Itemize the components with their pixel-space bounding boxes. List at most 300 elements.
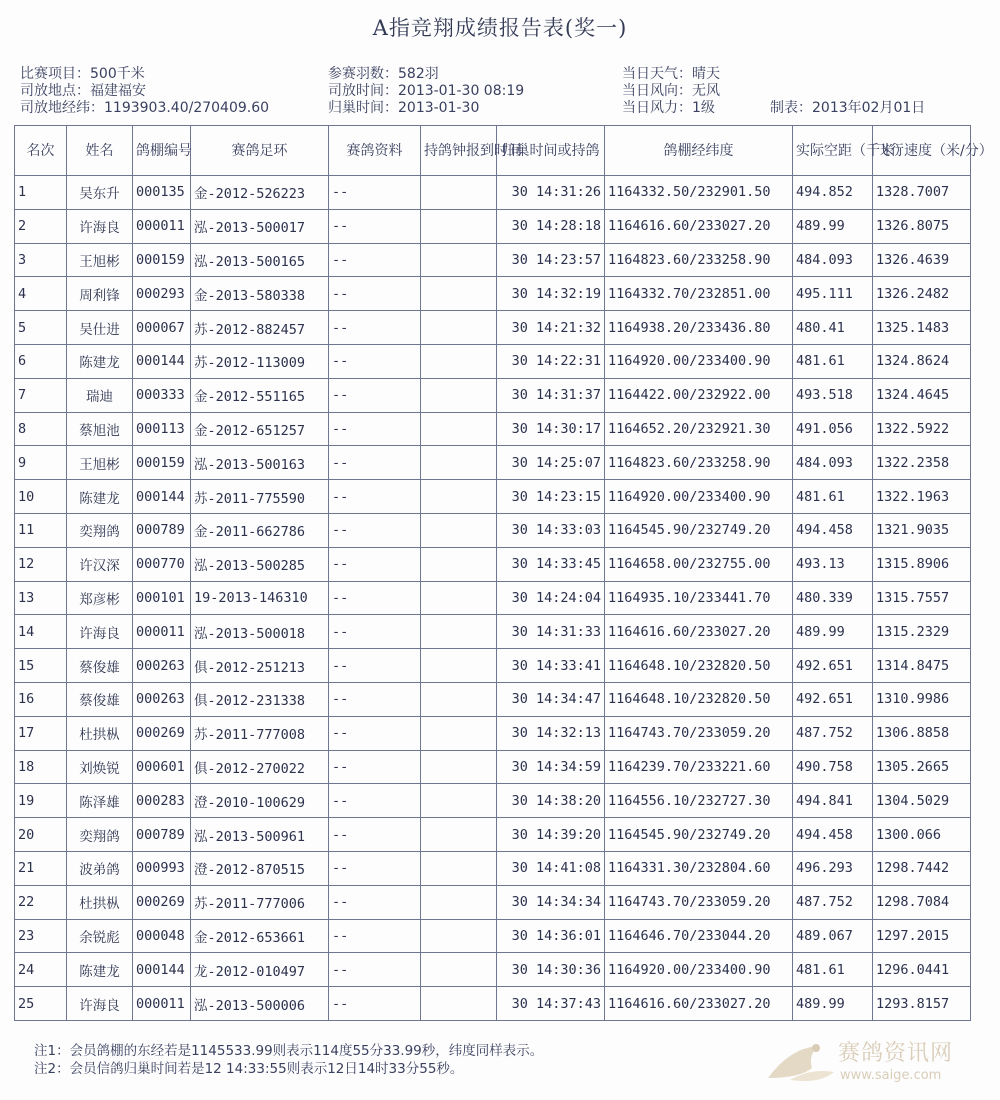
cell-speed: 1324.4645 [873,378,971,412]
cell-distance: 489.99 [793,615,873,649]
cell-name: 吴东升 [67,176,133,210]
table-row [15,344,971,378]
cell-speed: 1326.2482 [873,277,971,311]
cell-clock-time [421,480,497,514]
cell-coordinates: 1164823.60/233258.90 [605,243,793,277]
report-title: A指竞翔成绩报告表(奖一) [372,16,628,40]
cell-distance: 490.758 [793,750,873,784]
cell-name: 蔡俊雄 [67,649,133,683]
cell-speed: 1298.7442 [873,851,971,885]
cell-return-time: 30 14:21:32 [497,311,605,345]
cell-loft-id: 000159 [133,243,191,277]
cell-clock-time [421,649,497,683]
cell-ring: 金-2012-651257 [191,412,329,446]
cell-loft-id: 000101 [133,581,191,615]
note-1: 注1：会员鸽棚的东经若是1145533.99则表示114度55分33.99秒，纬度同样表示。 [34,1043,544,1059]
header-col-3 [622,66,720,117]
cell-return-time: 30 14:37:43 [497,987,605,1021]
cell-distance: 481.61 [793,480,873,514]
cell-loft-id: 000263 [133,682,191,716]
cell-speed: 1315.7557 [873,581,971,615]
cell-speed: 1305.2665 [873,750,971,784]
cell-coordinates: 1164920.00/233400.90 [605,480,793,514]
cell-info: -- [329,480,421,514]
cell-speed: 1315.8906 [873,547,971,581]
cell-return-time: 30 14:34:59 [497,750,605,784]
table-row [15,311,971,345]
cell-speed: 1315.2329 [873,615,971,649]
cell-clock-time [421,716,497,750]
cell-ring: 金-2012-526223 [191,176,329,210]
cell-info: -- [329,344,421,378]
cell-rank: 7 [15,378,67,412]
cell-speed: 1322.5922 [873,412,971,446]
cell-clock-time [421,682,497,716]
cell-distance: 489.99 [793,987,873,1021]
cell-ring: 苏-2012-113009 [191,344,329,378]
cell-distance: 484.093 [793,243,873,277]
cell-ring: 泓-2013-500006 [191,987,329,1021]
cell-coordinates: 1164616.60/233027.20 [605,987,793,1021]
table-row [15,750,971,784]
cell-rank: 6 [15,344,67,378]
cell-distance: 491.056 [793,412,873,446]
cell-loft-id: 000789 [133,513,191,547]
col-header-loft-id: 鸽棚编号 [133,126,191,176]
table-row [15,446,971,480]
cell-ring: 俱-2012-251213 [191,649,329,683]
cell-name: 吴仕进 [67,311,133,345]
cell-ring: 泓-2013-500163 [191,446,329,480]
cell-return-time: 30 14:33:45 [497,547,605,581]
cell-loft-id: 000993 [133,851,191,885]
cell-rank: 25 [15,987,67,1021]
cell-speed: 1328.7007 [873,176,971,210]
cell-clock-time [421,547,497,581]
cell-rank: 17 [15,716,67,750]
cell-speed: 1306.8858 [873,716,971,750]
table-row [15,581,971,615]
weather: 当日天气：晴天 [622,66,720,82]
cell-clock-time [421,243,497,277]
cell-distance: 480.339 [793,581,873,615]
col-header-speed: 飞行速度（米/分） [873,126,971,176]
cell-distance: 481.61 [793,344,873,378]
cell-ring: 俱-2012-270022 [191,750,329,784]
cell-coordinates: 1164920.00/233400.90 [605,344,793,378]
cell-rank: 11 [15,513,67,547]
cell-distance: 487.752 [793,885,873,919]
cell-return-time: 30 14:28:18 [497,209,605,243]
cell-clock-time [421,176,497,210]
cell-name: 许汉深 [67,547,133,581]
cell-rank: 24 [15,953,67,987]
cell-loft-id: 000159 [133,446,191,480]
cell-coordinates: 1164658.00/232755.00 [605,547,793,581]
cell-rank: 4 [15,277,67,311]
cell-distance: 494.458 [793,818,873,852]
cell-ring: 澄-2010-100629 [191,784,329,818]
table-header-row [15,126,971,176]
cell-coordinates: 1164616.60/233027.20 [605,209,793,243]
cell-rank: 10 [15,480,67,514]
cell-coordinates: 1164556.10/232727.30 [605,784,793,818]
cell-info: -- [329,987,421,1021]
cell-clock-time [421,209,497,243]
cell-rank: 16 [15,682,67,716]
table-row [15,378,971,412]
cell-info: -- [329,682,421,716]
cell-distance: 494.852 [793,176,873,210]
cell-name: 陈建龙 [67,480,133,514]
cell-ring: 金-2012-551165 [191,378,329,412]
table-row [15,243,971,277]
cell-speed: 1321.9035 [873,513,971,547]
table-row [15,953,971,987]
cell-speed: 1322.2358 [873,446,971,480]
cell-rank: 18 [15,750,67,784]
cell-speed: 1304.5029 [873,784,971,818]
cell-info: -- [329,919,421,953]
notes [34,1042,543,1078]
cell-loft-id: 000789 [133,818,191,852]
cell-return-time: 30 14:34:34 [497,885,605,919]
cell-speed: 1314.8475 [873,649,971,683]
col-header-rank: 名次 [15,126,67,176]
cell-return-time: 30 14:34:47 [497,682,605,716]
cell-rank: 22 [15,885,67,919]
cell-name: 陈建龙 [67,344,133,378]
cell-distance: 489.99 [793,209,873,243]
cell-rank: 8 [15,412,67,446]
cell-loft-id: 000283 [133,784,191,818]
cell-name: 蔡俊雄 [67,682,133,716]
cell-return-time: 30 14:33:41 [497,649,605,683]
cell-info: -- [329,784,421,818]
cell-clock-time [421,513,497,547]
cell-return-time: 30 14:31:33 [497,615,605,649]
cell-speed: 1325.1483 [873,311,971,345]
cell-name: 奕翔鸽 [67,818,133,852]
cell-clock-time [421,987,497,1021]
cell-loft-id: 000293 [133,277,191,311]
cell-return-time: 30 14:31:37 [497,378,605,412]
cell-speed: 1298.7084 [873,885,971,919]
cell-name: 波弟鸽 [67,851,133,885]
cell-loft-id: 000144 [133,480,191,514]
cell-coordinates: 1164332.70/232851.00 [605,277,793,311]
cell-ring: 泓-2013-500961 [191,818,329,852]
cell-speed: 1310.9986 [873,682,971,716]
table-row [15,987,971,1021]
entry-count: 参赛羽数：582羽 [328,66,439,82]
col-header-return-time: 归巢时间或持鸽 [497,126,605,176]
cell-ring: 苏-2011-775590 [191,480,329,514]
return-date: 归巢时间：2013-01-30 [328,100,480,116]
cell-clock-time [421,277,497,311]
cell-name: 许海良 [67,209,133,243]
cell-name: 王旭彬 [67,243,133,277]
cell-rank: 20 [15,818,67,852]
cell-coordinates: 1164920.00/233400.90 [605,953,793,987]
cell-return-time: 30 14:24:04 [497,581,605,615]
cell-speed: 1326.8075 [873,209,971,243]
col-header-info: 赛鸽资料 [329,126,421,176]
cell-name: 许海良 [67,615,133,649]
cell-clock-time [421,784,497,818]
cell-distance: 489.067 [793,919,873,953]
table-row [15,818,971,852]
cell-info: -- [329,446,421,480]
cell-name: 郑彦彬 [67,581,133,615]
cell-loft-id: 000601 [133,750,191,784]
cell-name: 陈泽雄 [67,784,133,818]
cell-rank: 2 [15,209,67,243]
cell-coordinates: 1164422.00/232922.00 [605,378,793,412]
cell-clock-time [421,311,497,345]
cell-coordinates: 1164823.60/233258.90 [605,446,793,480]
cell-coordinates: 1164648.10/232820.50 [605,682,793,716]
cell-return-time: 30 14:23:57 [497,243,605,277]
wind-direction: 当日风向：无风 [622,83,720,99]
col-header-clock-time: 持鸽钟报到时间 [421,126,497,176]
cell-speed: 1326.4639 [873,243,971,277]
cell-speed: 1322.1963 [873,480,971,514]
col-header-coordinates: 鸽棚经纬度 [605,126,793,176]
cell-ring: 苏-2011-777006 [191,885,329,919]
cell-coordinates: 1164616.60/233027.20 [605,615,793,649]
cell-return-time: 30 14:32:19 [497,277,605,311]
results-table [14,125,993,1021]
cell-distance: 495.111 [793,277,873,311]
table-row [15,851,971,885]
cell-loft-id: 000269 [133,716,191,750]
cell-speed: 1297.2015 [873,919,971,953]
cell-distance: 492.651 [793,682,873,716]
table-row [15,176,971,210]
cell-rank: 13 [15,581,67,615]
cell-speed: 1293.8157 [873,987,971,1021]
cell-ring: 金-2013-580338 [191,277,329,311]
cell-loft-id: 000269 [133,885,191,919]
cell-ring: 泓-2013-500018 [191,615,329,649]
cell-return-time: 30 14:36:01 [497,919,605,953]
cell-coordinates: 1164935.10/233441.70 [605,581,793,615]
cell-return-time: 30 14:31:26 [497,176,605,210]
cell-return-time: 30 14:39:20 [497,818,605,852]
cell-rank: 5 [15,311,67,345]
cell-return-time: 30 14:41:08 [497,851,605,885]
cell-name: 奕翔鸽 [67,513,133,547]
cell-info: -- [329,750,421,784]
cell-name: 周利锋 [67,277,133,311]
cell-ring: 泓-2013-500017 [191,209,329,243]
cell-rank: 12 [15,547,67,581]
cell-distance: 481.61 [793,953,873,987]
cell-ring: 金-2012-653661 [191,919,329,953]
cell-info: -- [329,412,421,446]
cell-clock-time [421,446,497,480]
cell-loft-id: 000135 [133,176,191,210]
cell-coordinates: 1164545.90/232749.20 [605,818,793,852]
watermark-text: 赛鸽资讯网 [838,1041,954,1066]
cell-coordinates: 1164239.70/233221.60 [605,750,793,784]
cell-clock-time [421,919,497,953]
cell-rank: 1 [15,176,67,210]
cell-name: 杜拱枞 [67,885,133,919]
cell-coordinates: 1164648.10/232820.50 [605,649,793,683]
cell-coordinates: 1164652.20/232921.30 [605,412,793,446]
table-row [15,919,971,953]
cell-coordinates: 1164545.90/232749.20 [605,513,793,547]
cell-info: -- [329,851,421,885]
cell-clock-time [421,412,497,446]
cell-distance: 493.13 [793,547,873,581]
cell-coordinates: 1164743.70/233059.20 [605,716,793,750]
table-row [15,649,971,683]
cell-ring: 19-2013-146310 [191,581,329,615]
cell-return-time: 30 14:30:17 [497,412,605,446]
cell-loft-id: 000770 [133,547,191,581]
cell-return-time: 30 14:30:36 [497,953,605,987]
cell-rank: 15 [15,649,67,683]
watermark-logo [760,1028,990,1090]
cell-ring: 苏-2011-777008 [191,716,329,750]
cell-clock-time [421,344,497,378]
cell-loft-id: 000011 [133,987,191,1021]
cell-clock-time [421,378,497,412]
cell-info: -- [329,209,421,243]
cell-ring: 俱-2012-231338 [191,682,329,716]
cell-distance: 487.752 [793,716,873,750]
col-header-name: 姓名 [67,126,133,176]
cell-info: -- [329,581,421,615]
cell-distance: 494.458 [793,513,873,547]
cell-speed: 1296.0441 [873,953,971,987]
table-row [15,615,971,649]
cell-loft-id: 000144 [133,344,191,378]
cell-return-time: 30 14:25:07 [497,446,605,480]
cell-name: 杜拱枞 [67,716,133,750]
table-row [15,209,971,243]
cell-info: -- [329,513,421,547]
cell-name: 蔡旭池 [67,412,133,446]
cell-name: 陈建龙 [67,953,133,987]
cell-return-time: 30 14:32:13 [497,716,605,750]
cell-loft-id: 000011 [133,615,191,649]
cell-distance: 492.651 [793,649,873,683]
cell-return-time: 30 14:23:15 [497,480,605,514]
cell-info: -- [329,547,421,581]
table-row [15,682,971,716]
table-row [15,784,971,818]
cell-coordinates: 1164331.30/232804.60 [605,851,793,885]
cell-distance: 480.41 [793,311,873,345]
cell-info: -- [329,716,421,750]
cell-speed: 1300.066 [873,818,971,852]
cell-info: -- [329,243,421,277]
table-row [15,716,971,750]
release-time: 司放时间：2013-01-30 08:19 [328,83,525,99]
pigeon-logo-icon [760,1028,838,1090]
cell-coordinates: 1164743.70/233059.20 [605,885,793,919]
cell-distance: 493.518 [793,378,873,412]
cell-return-time: 30 14:38:20 [497,784,605,818]
cell-return-time: 30 14:22:31 [497,344,605,378]
cell-info: -- [329,885,421,919]
cell-info: -- [329,378,421,412]
cell-clock-time [421,885,497,919]
table-row [15,480,971,514]
cell-clock-time [421,581,497,615]
release-coordinates: 司放地经纬：1193903.40/270409.60 [20,100,270,116]
cell-loft-id: 000333 [133,378,191,412]
cell-coordinates: 1164938.20/233436.80 [605,311,793,345]
wind-force: 当日风力：1级 [622,100,715,116]
release-location: 司放地点：福建福安 [20,83,146,99]
cell-ring: 金-2011-662786 [191,513,329,547]
cell-clock-time [421,818,497,852]
col-header-distance: 实际空距（千米） [793,126,873,176]
cell-name: 刘焕锐 [67,750,133,784]
cell-name: 许海良 [67,987,133,1021]
cell-name: 王旭彬 [67,446,133,480]
cell-rank: 9 [15,446,67,480]
cell-loft-id: 000067 [133,311,191,345]
cell-rank: 14 [15,615,67,649]
cell-ring: 澄-2012-870515 [191,851,329,885]
watermark-url: www.saige.com [840,1068,942,1083]
cell-name: 瑞迪 [67,378,133,412]
table-row [15,513,971,547]
cell-clock-time [421,851,497,885]
cell-info: -- [329,311,421,345]
cell-info: -- [329,818,421,852]
cell-clock-time [421,953,497,987]
col-header-ring: 赛鸽足环 [191,126,329,176]
table-row [15,412,971,446]
table-row [15,277,971,311]
cell-info: -- [329,176,421,210]
cell-return-time: 30 14:33:03 [497,513,605,547]
cell-loft-id: 000144 [133,953,191,987]
cell-rank: 19 [15,784,67,818]
cell-distance: 496.293 [793,851,873,885]
cell-clock-time [421,750,497,784]
made-date: 制表：2013年02月01日 [770,100,926,116]
cell-info: -- [329,953,421,987]
table-row [15,885,971,919]
cell-loft-id: 000011 [133,209,191,243]
cell-distance: 484.093 [793,446,873,480]
cell-name: 余锐彪 [67,919,133,953]
cell-distance: 494.841 [793,784,873,818]
cell-ring: 泓-2013-500165 [191,243,329,277]
cell-loft-id: 000113 [133,412,191,446]
header-col-1 [20,66,269,117]
cell-speed: 1324.8624 [873,344,971,378]
cell-rank: 23 [15,919,67,953]
cell-coordinates: 1164646.70/233044.20 [605,919,793,953]
table-row [15,547,971,581]
cell-coordinates: 1164332.50/232901.50 [605,176,793,210]
cell-clock-time [421,615,497,649]
cell-loft-id: 000048 [133,919,191,953]
cell-rank: 21 [15,851,67,885]
cell-rank: 3 [15,243,67,277]
cell-info: -- [329,649,421,683]
cell-ring: 龙-2012-010497 [191,953,329,987]
